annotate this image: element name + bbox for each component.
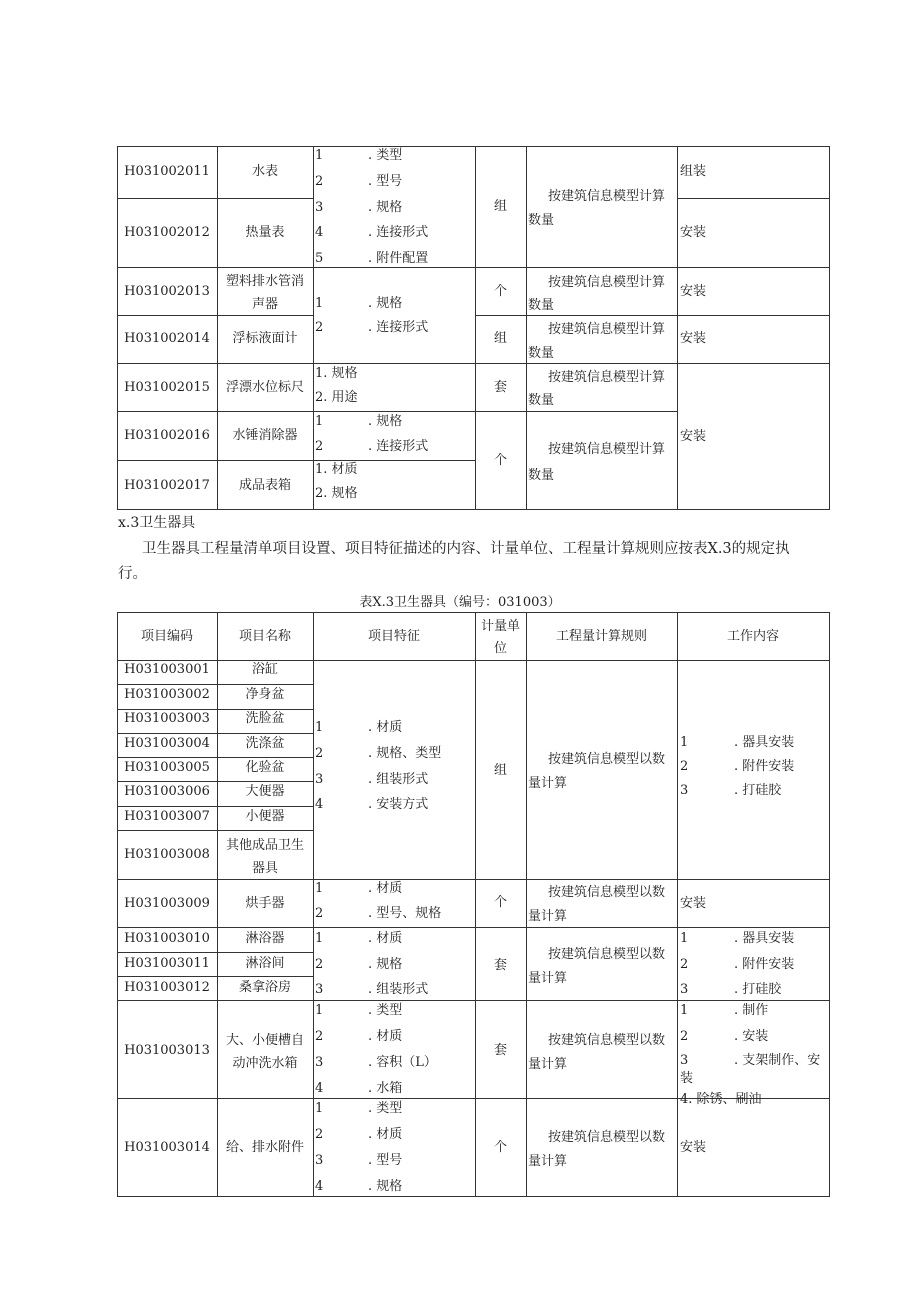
item-code: H031002012 <box>124 225 210 240</box>
feature-num: 5 <box>315 251 324 266</box>
item-code: H031002011 <box>124 164 210 179</box>
unit: 套 <box>493 1043 507 1058</box>
feature-num: 3 <box>315 1153 324 1168</box>
work-text: 安装 <box>680 284 707 299</box>
rule-text: 按建筑信息模型计算 <box>548 370 666 385</box>
item-name: 洗脸盆 <box>245 711 285 726</box>
work-text: 组装 <box>680 164 707 179</box>
feature-text: . 连接形式 <box>368 225 429 240</box>
work-num: 2 <box>680 957 689 972</box>
table-border <box>117 709 313 710</box>
work-num: 3 <box>680 1053 689 1068</box>
item-code: H031002017 <box>124 478 210 493</box>
table-border <box>117 806 313 807</box>
feature-text: . 类型 <box>368 1003 403 1018</box>
feature-text: . 型号、规格 <box>368 906 442 921</box>
item-name: 浮漂水位标尺 <box>225 380 304 395</box>
feature-num: 2 <box>315 1029 324 1044</box>
feature-text: . 规格、类型 <box>368 746 442 761</box>
feature-text: . 组装形式 <box>368 772 429 787</box>
table-border <box>677 198 830 199</box>
table-border <box>117 757 313 758</box>
rule-text: 按建筑信息模型以数 <box>548 752 666 767</box>
rule-text: 数量 <box>528 468 555 483</box>
work-text: . 打硅胶 <box>734 982 782 997</box>
rule-text: 按建筑信息模型计算 <box>548 189 666 204</box>
table-border <box>117 146 118 510</box>
work-num: 1 <box>680 735 689 750</box>
table-border <box>117 267 830 268</box>
work-num: 3 <box>680 982 689 997</box>
feature-text: . 类型 <box>368 148 403 163</box>
feature-num: 2 <box>315 320 324 335</box>
item-name: 净身盆 <box>245 687 285 702</box>
section-heading: x.3卫生器具 <box>118 515 196 531</box>
item-name: 水锤消除器 <box>232 428 298 443</box>
table-border <box>313 146 314 510</box>
feature-num: 1 <box>315 296 324 311</box>
work-text: . 附件安装 <box>734 957 795 972</box>
item-code: H031003002 <box>124 687 210 702</box>
rule-text: 按建筑信息模型以数 <box>548 885 666 900</box>
item-code: H031002014 <box>124 331 210 346</box>
rule-text: 按建筑信息模型以数 <box>548 1033 666 1048</box>
feature-num: 2 <box>315 957 324 972</box>
item-name: 化验盆 <box>245 760 285 775</box>
table-border <box>677 612 678 1197</box>
work-num: 2 <box>680 1029 689 1044</box>
item-name: 浴缸 <box>251 662 278 677</box>
item-code: H031003012 <box>124 980 210 995</box>
feature-num: 3 <box>315 200 324 215</box>
work-num: 1 <box>680 1003 689 1018</box>
item-code: H031003011 <box>124 956 210 971</box>
work-text-cut: 4. 除锈、刷油 <box>680 1092 762 1107</box>
table-border <box>829 146 830 510</box>
item-name: 动冲洗水箱 <box>232 1056 298 1071</box>
feature-text: 1. 规格 <box>315 366 358 381</box>
header-feature: 项目特征 <box>367 629 420 644</box>
work-text: . 安装 <box>734 1029 769 1044</box>
item-name: 器具 <box>251 861 278 876</box>
feature-text: . 类型 <box>368 1101 403 1116</box>
work-text: 安装 <box>680 1140 707 1155</box>
item-code: H031002013 <box>124 284 210 299</box>
header-unit: 计量单 <box>480 619 520 634</box>
header-unit: 位 <box>493 641 507 656</box>
item-name: 桑拿浴房 <box>238 980 291 995</box>
table-border <box>313 612 314 1197</box>
rule-text: 量计算 <box>528 1154 568 1169</box>
table-border <box>117 927 830 928</box>
feature-num: 3 <box>315 772 324 787</box>
item-code: H031003003 <box>124 711 210 726</box>
unit: 个 <box>493 453 507 468</box>
unit: 组 <box>493 763 507 778</box>
feature-num: 2 <box>315 1127 324 1142</box>
item-name: 成品表箱 <box>238 478 291 493</box>
item-name: 烘手器 <box>245 896 285 911</box>
feature-num: 1 <box>315 1101 324 1116</box>
rule-text: 量计算 <box>528 1057 568 1072</box>
feature-text: 2. 规格 <box>315 486 358 501</box>
item-name: 塑料排水管消 <box>225 274 304 289</box>
feature-num: 4 <box>315 1179 324 1194</box>
item-name: 声器 <box>251 297 278 312</box>
work-num: 1 <box>680 931 689 946</box>
table-border <box>217 146 218 510</box>
header-name: 项目名称 <box>238 629 291 644</box>
feature-text: . 连接形式 <box>368 320 429 335</box>
feature-text: 1. 材质 <box>315 462 358 477</box>
item-code: H031002016 <box>124 428 210 443</box>
feature-num: 3 <box>315 1055 324 1070</box>
feature-text: . 安装方式 <box>368 797 429 812</box>
rule-text: 量计算 <box>528 776 568 791</box>
feature-text: . 组装形式 <box>368 982 429 997</box>
table-border <box>117 509 830 510</box>
feature-text: . 规格 <box>368 1179 403 1194</box>
feature-num: 1 <box>315 931 324 946</box>
section-paragraph: 行。 <box>118 566 147 582</box>
rule-text: 按建筑信息模型计算 <box>548 442 666 457</box>
unit: 个 <box>493 284 507 299</box>
feature-text: . 型号 <box>368 174 403 189</box>
feature-num: 1 <box>315 148 324 163</box>
feature-text: . 容积（L） <box>368 1055 437 1070</box>
section-paragraph: 卫生器具工程量清单项目设置、项目特征描述的内容、计量单位、工程量计算规则应按表X.3的规定执 <box>142 541 790 557</box>
feature-text: . 连接形式 <box>368 439 429 454</box>
table-border <box>117 660 830 661</box>
rule-text: 量计算 <box>528 909 568 924</box>
work-text: . 支架制作、安 <box>734 1053 821 1068</box>
feature-text: . 材质 <box>368 881 403 896</box>
header-rule: 工程量计算规则 <box>555 629 647 644</box>
work-text: 装 <box>680 1071 694 1086</box>
work-num: 2 <box>680 759 689 774</box>
header-work: 工作内容 <box>726 629 779 644</box>
unit: 个 <box>493 1140 507 1155</box>
table-caption: 表X.3卫生器具（编号：031003） <box>359 595 561 610</box>
rule-text: 数量 <box>528 346 555 361</box>
table-border <box>677 146 678 510</box>
feature-text: . 材质 <box>368 931 403 946</box>
item-code: H031003005 <box>124 760 210 775</box>
item-code: H031003006 <box>124 784 210 799</box>
item-name: 热量表 <box>245 225 285 240</box>
table-border <box>117 1196 830 1197</box>
feature-text: . 材质 <box>368 1029 403 1044</box>
table-border <box>117 146 830 147</box>
feature-text: . 附件配置 <box>368 251 429 266</box>
feature-num: 3 <box>315 982 324 997</box>
item-name: 大、小便槽自 <box>225 1033 304 1048</box>
item-code: H031003014 <box>124 1140 210 1155</box>
item-name: 淋浴器 <box>245 931 285 946</box>
rule-text: 数量 <box>528 298 555 313</box>
item-code: H031003004 <box>124 736 210 751</box>
item-code: H031002015 <box>124 380 210 395</box>
feature-text: . 规格 <box>368 296 403 311</box>
feature-num: 4 <box>315 1081 324 1096</box>
feature-text: . 材质 <box>368 1127 403 1142</box>
rule-text: 数量 <box>528 213 555 228</box>
unit: 套 <box>493 380 507 395</box>
feature-text: 2. 用途 <box>315 390 358 405</box>
feature-text: . 规格 <box>368 200 403 215</box>
feature-text: . 水箱 <box>368 1081 403 1096</box>
work-text: . 制作 <box>734 1003 769 1018</box>
work-text: 安装 <box>680 429 707 444</box>
item-code: H031003007 <box>124 809 210 824</box>
table-border <box>475 315 830 316</box>
table-border <box>526 146 527 510</box>
header-code: 项目编码 <box>140 629 193 644</box>
work-text: . 打硅胶 <box>734 783 782 798</box>
table-border <box>117 830 313 831</box>
rule-text: 按建筑信息模型计算 <box>548 275 666 290</box>
work-text: . 器具安装 <box>734 735 795 750</box>
table-border <box>117 315 313 316</box>
item-code: H031003010 <box>124 931 210 946</box>
item-code: H031003001 <box>124 662 210 677</box>
feature-text: . 材质 <box>368 720 403 735</box>
table-border <box>117 612 830 613</box>
table-border <box>117 411 677 412</box>
table-border <box>117 976 313 977</box>
work-cell-clipped <box>678 1001 829 1107</box>
item-name: 浮标液面计 <box>232 331 298 346</box>
feature-text: . 规格 <box>368 957 403 972</box>
rule-text: 数量 <box>528 393 555 408</box>
unit: 组 <box>493 199 507 214</box>
item-name: 其他成品卫生 <box>225 838 304 853</box>
feature-num: 2 <box>315 439 324 454</box>
feature-text: . 规格 <box>368 414 403 429</box>
item-code: H031003013 <box>124 1043 210 1058</box>
table-border <box>117 460 475 461</box>
unit: 组 <box>493 331 507 346</box>
unit: 套 <box>493 958 507 973</box>
feature-num: 2 <box>315 746 324 761</box>
work-text: 安装 <box>680 896 707 911</box>
feature-num: 4 <box>315 225 324 240</box>
table-border <box>117 684 313 685</box>
rule-text: 按建筑信息模型以数 <box>548 947 666 962</box>
feature-num: 2 <box>315 906 324 921</box>
table-border <box>117 363 830 364</box>
feature-num: 4 <box>315 797 324 812</box>
table-border <box>117 781 313 782</box>
unit: 个 <box>493 895 507 910</box>
work-text: . 器具安装 <box>734 931 795 946</box>
item-name: 水表 <box>251 164 278 179</box>
table-border <box>117 879 830 880</box>
work-text: 安装 <box>680 225 707 240</box>
table-border <box>117 198 313 199</box>
table-border <box>117 733 313 734</box>
feature-num: 1 <box>315 881 324 896</box>
item-code: H031003009 <box>124 896 210 911</box>
item-name: 给、排水附件 <box>225 1140 304 1155</box>
item-name: 大便器 <box>245 784 285 799</box>
item-name: 小便器 <box>245 809 285 824</box>
table-border <box>117 952 313 953</box>
rule-text: 量计算 <box>528 971 568 986</box>
feature-num: 1 <box>315 720 324 735</box>
feature-num: 2 <box>315 174 324 189</box>
item-name: 淋浴间 <box>245 956 285 971</box>
table-border <box>526 612 527 1197</box>
feature-num: 1 <box>315 414 324 429</box>
feature-text: . 型号 <box>368 1153 403 1168</box>
table-border <box>829 612 830 1197</box>
work-num: 3 <box>680 783 689 798</box>
feature-num: 1 <box>315 1003 324 1018</box>
item-code: H031003008 <box>124 847 210 862</box>
work-text: . 附件安装 <box>734 759 795 774</box>
rule-text: 按建筑信息模型以数 <box>548 1130 666 1145</box>
item-name: 洗涤盆 <box>245 736 285 751</box>
work-text: 安装 <box>680 331 707 346</box>
rule-text: 按建筑信息模型计算 <box>548 322 666 337</box>
